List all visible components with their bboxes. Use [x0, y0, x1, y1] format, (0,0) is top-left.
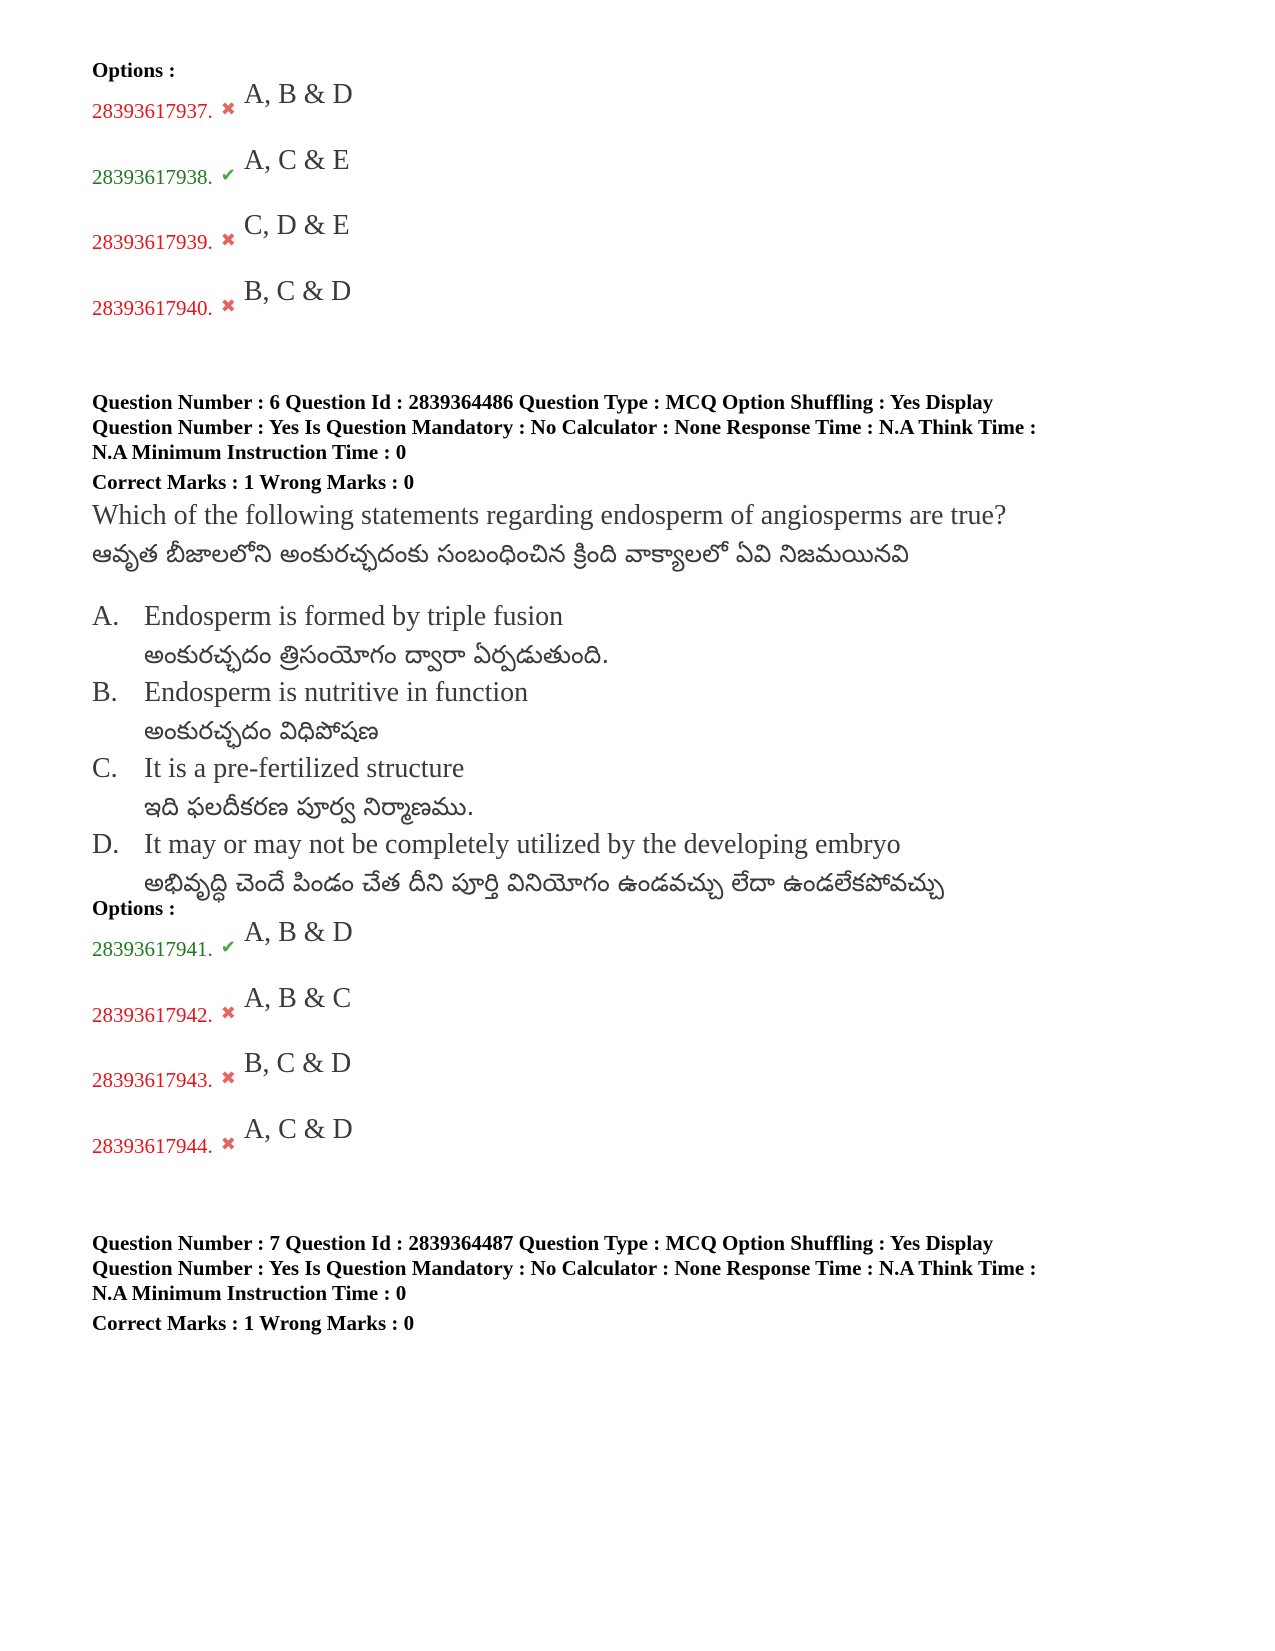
question-6-marks: Correct Marks : 1 Wrong Marks : 0 [92, 470, 415, 494]
option-row [92, 79, 353, 123]
option-id: 28393617937. [92, 99, 213, 123]
statement-en: Endosperm is nutritive in function [144, 677, 529, 708]
meta-line: Question Number : Yes Is Question Mandatory : No Calculator : None Response Time : N.A Think Time : [92, 1256, 1037, 1280]
option-id: 28393617939. [92, 230, 213, 254]
option-row [92, 1113, 353, 1158]
option-row [92, 1048, 352, 1092]
statement-label: B. [92, 677, 118, 708]
statement-c [92, 750, 944, 826]
option-text: A, C & E [243, 144, 350, 176]
question-7-marks: Correct Marks : 1 Wrong Marks : 0 [92, 1311, 415, 1335]
statement-en: It is a pre-fertilized structure [144, 753, 465, 784]
option-row [92, 275, 352, 320]
meta-line: N.A Minimum Instruction Time : 0 [92, 1281, 407, 1305]
cross-icon: ✖ [220, 230, 236, 250]
option-id: 28393617938. [92, 164, 213, 189]
options-label: Options : [92, 896, 176, 920]
cross-icon: ✖ [220, 99, 236, 119]
statement-label: A. [92, 601, 120, 632]
statement-te: అంకురచ్ఛదం విధిపోషణ [144, 716, 379, 745]
question-6-meta [92, 390, 1037, 465]
option-text: A, C & D [243, 1113, 353, 1145]
option-id: 28393617942. [92, 1002, 213, 1027]
statement-d [92, 826, 944, 902]
meta-line: Question Number : Yes Is Question Mandatory : No Calculator : None Response Time : N.A Think Time : [92, 415, 1037, 439]
option-id: 28393617943. [92, 1068, 213, 1092]
question-7-meta [92, 1231, 1037, 1306]
option-row [92, 982, 352, 1027]
cross-icon: ✖ [220, 295, 236, 316]
cross-icon: ✖ [220, 1002, 236, 1023]
option-text: B, C & D [243, 1048, 352, 1079]
statement-te: అభివృద్ధి చెందే పిండం చేత దీని పూర్తి వినియోగం ఉండవచ్చు లేదా ఉండలేకపోవచ్చు [144, 868, 944, 897]
question-6-text [92, 497, 1006, 573]
meta-line: Question Number : 7 Question Id : 2839364487 Question Type : MCQ Option Shuffling : Yes Display [92, 1231, 994, 1255]
check-icon: ✔ [220, 164, 236, 185]
statement-te: ఇది ఫలదీకరణ పూర్వ నిర్మాణము. [144, 792, 475, 821]
statement-en: It may or may not be completely utilized by the developing embryo [144, 829, 901, 860]
statement-a [92, 598, 944, 674]
option-row [92, 144, 350, 189]
meta-line: Question Number : 6 Question Id : 2839364486 Question Type : MCQ Option Shuffling : Yes Display [92, 390, 994, 414]
statement-label: C. [92, 753, 118, 784]
question-text-en: Which of the following statements regarding endosperm of angiosperms are true? [92, 500, 1007, 531]
option-id: 28393617941. [92, 937, 213, 961]
check-icon: ✔ [220, 937, 236, 957]
option-text: B, C & D [243, 275, 352, 307]
option-text: C, D & E [243, 210, 350, 241]
option-id: 28393617940. [92, 295, 213, 320]
cross-icon: ✖ [220, 1133, 236, 1154]
statement-en: Endosperm is formed by triple fusion [144, 601, 564, 632]
cross-icon: ✖ [220, 1068, 236, 1088]
statement-b [92, 674, 944, 750]
statement-list [92, 598, 944, 902]
meta-line: N.A Minimum Instruction Time : 0 [92, 440, 407, 464]
question-text-te: ఆవృత బీజాలలోని అంకురచ్ఛదంకు సంబంధించిన క్రింది వాక్యాలలో ఏవి నిజమయినవి [92, 539, 910, 568]
statement-te: అంకురచ్ఛదం త్రిసంయోగం ద్వారా ఏర్పడుతుంది. [144, 640, 610, 669]
option-row [92, 210, 350, 254]
option-text: A, B & D [243, 917, 353, 948]
options-label: Options : [92, 58, 176, 82]
option-text: A, B & D [243, 79, 353, 110]
statement-label: D. [92, 829, 120, 860]
option-text: A, B & C [243, 982, 352, 1014]
option-row [92, 917, 353, 961]
option-id: 28393617944. [92, 1133, 213, 1158]
